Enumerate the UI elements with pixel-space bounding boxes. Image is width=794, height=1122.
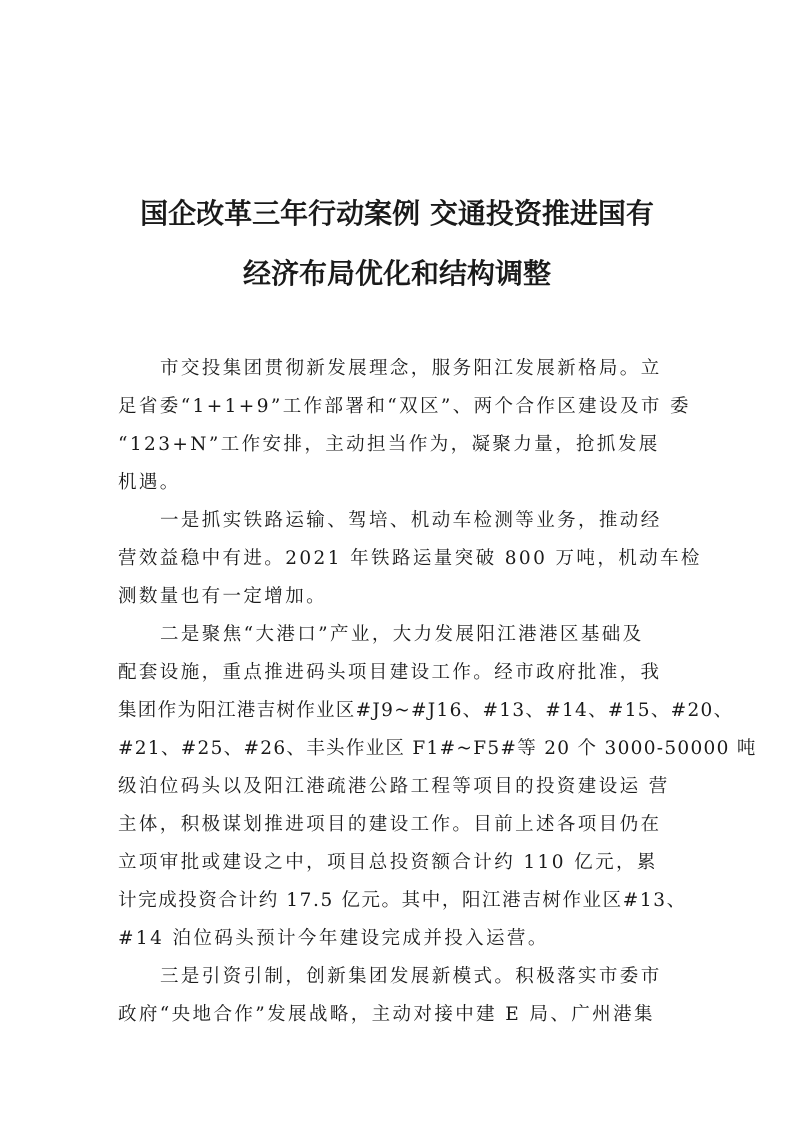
paragraph-2-line-3: 测数量也有一定增加。 xyxy=(118,586,328,607)
paragraph-3-line-6: 主体，积极谋划推进项目的建设工作。目前上述各项目仍在 xyxy=(118,814,662,835)
paragraph-2-line-2: 营效益稳中有进。2021 年铁路运量突破 800 万吨，机动车检 xyxy=(118,548,702,569)
paragraph-3-line-9: #14 泊位码头预计今年建设完成并投入运营。 xyxy=(118,928,549,949)
paragraph-3-line-4: #21、#25、#26、丰头作业区 F1#~F5#等 20 个 3000-50000 吨 xyxy=(118,738,757,759)
document-title-line-2: 经济布局优化和结构调整 xyxy=(242,257,551,290)
paragraph-3-line-7: 立项审批或建设之中，项目总投资额合计约 110 亿元，累 xyxy=(118,852,658,873)
paragraph-2-line-1: 一是抓实铁路运输、驾培、机动车检测等业务，推动经 xyxy=(160,510,662,531)
paragraph-3-line-8: 计完成投资合计约 17.5 亿元。其中，阳江港吉树作业区#13、 xyxy=(118,890,687,911)
paragraph-3-line-5: 级泊位码头以及阳江港疏港公路工程等项目的投资建设运 营 xyxy=(118,776,670,797)
paragraph-1-line-4: 机遇。 xyxy=(118,472,181,493)
paragraph-4-line-2: 政府“央地合作”发展战略，主动对接中建 E 局、广州港集 xyxy=(118,1004,655,1025)
paragraph-1-line-3: “123+N”工作安排，主动担当作为，凝聚力量，抢抓发展 xyxy=(118,434,660,455)
paragraph-1-line-1: 市交投集团贯彻新发展理念，服务阳江发展新格局。立 xyxy=(160,358,662,379)
paragraph-4-line-1: 三是引资引制，创新集团发展新模式。积极落实市委市 xyxy=(160,966,662,987)
paragraph-3-line-3: 集团作为阳江港吉树作业区#J9~#J16、#13、#14、#15、#20、 xyxy=(118,700,734,721)
paragraph-3-line-2: 配套设施，重点推进码头项目建设工作。经市政府批准，我 xyxy=(118,662,662,683)
paragraph-1-line-2: 足省委“1+1+9”工作部署和“双区”、两个合作区建设及市 委 xyxy=(118,396,691,417)
document-title-line-1: 国企改革三年行动案例 交通投资推进国有 xyxy=(140,197,654,230)
paragraph-3-line-1: 二是聚焦“大港口”产业，大力发展阳江港港区基础及 xyxy=(160,624,644,645)
